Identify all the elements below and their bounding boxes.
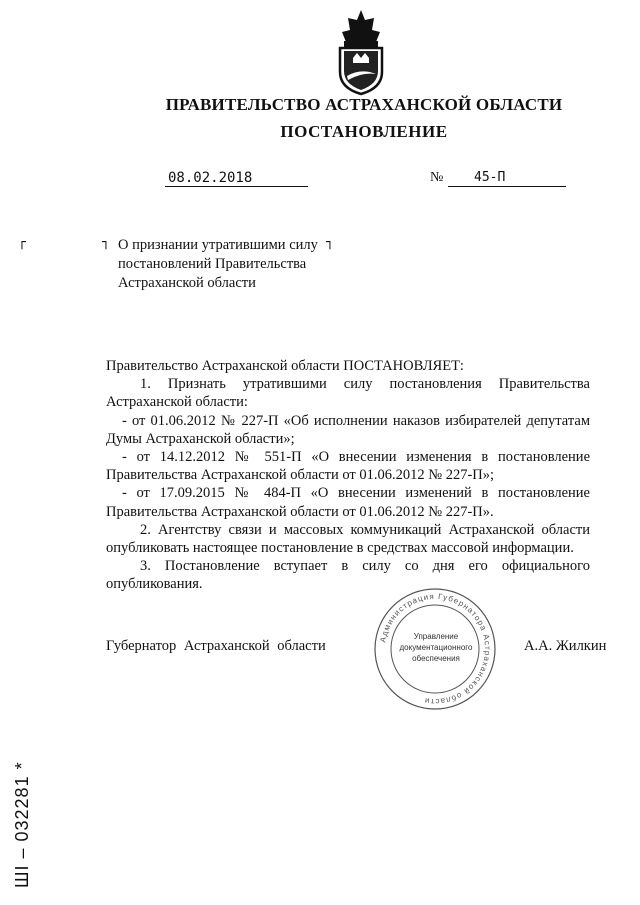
- corner-bracket-left-icon: ┌: [18, 235, 26, 250]
- document-subject: [118, 236, 318, 293]
- clause-1-item-b: - от 14.12.2012 № 551-П «О внесении изменения в постановление Правительства Астраханской области от 01.06.2012 № 227-П»;: [106, 449, 590, 484]
- margin-serial-code: ШI – 032281 *: [12, 761, 32, 888]
- coat-of-arms-icon: [330, 8, 392, 96]
- clause-1-item-c: - от 17.09.2015 № 484-П «О внесении изменений в постановление Правительства Астраханской области от 01.06.2012 № 227-П».: [106, 485, 590, 520]
- signatory-name: А.А. Жилкин: [524, 638, 607, 654]
- stamp-line: обеспечения: [412, 654, 460, 663]
- stamp-ring-text: Администрация Губернатора Астраханской области: [378, 591, 493, 707]
- corner-bracket-inner-icon: ┐: [102, 235, 110, 250]
- document-type: ПОСТАНОВЛЕНИЕ: [280, 122, 448, 141]
- clause-2: 2. Агентству связи и массовых коммуникаций Астраханской области опубликовать настоящее постановление в средствах массовой информации.: [106, 521, 590, 557]
- subject-line: О признании утратившими силу: [118, 237, 318, 253]
- clause-1-item-a: - от 01.06.2012 № 227-П «Об исполнении наказов избирателей депутатам Думы Астраханской области»;: [106, 412, 590, 447]
- stamp-line: Управление: [413, 632, 459, 641]
- corner-bracket-right-icon: ┐: [326, 235, 334, 250]
- subject-line: постановлений Правительства: [118, 256, 307, 272]
- stamp-line: документационного: [399, 643, 473, 652]
- document-number: 45-П: [448, 170, 566, 187]
- subject-line: Астраханской области: [118, 275, 256, 291]
- preamble: Правительство Астраханской области ПОСТАНОВЛЯЕТ:: [106, 358, 464, 374]
- document-date: 08.02.2018: [165, 170, 308, 187]
- government-title: ПРАВИТЕЛЬСТВО АСТРАХАНСКОЙ ОБЛАСТИ: [165, 95, 563, 114]
- document-body: [106, 357, 590, 594]
- signatory-role: Губернатор Астраханской области: [106, 638, 326, 654]
- clause-1: 1. Признать утратившими силу постановления Правительства Астраханской области:: [106, 376, 590, 411]
- number-label: №: [430, 170, 444, 185]
- clause-3: 3. Постановление вступает в силу со дня его официального опубликования.: [106, 558, 590, 593]
